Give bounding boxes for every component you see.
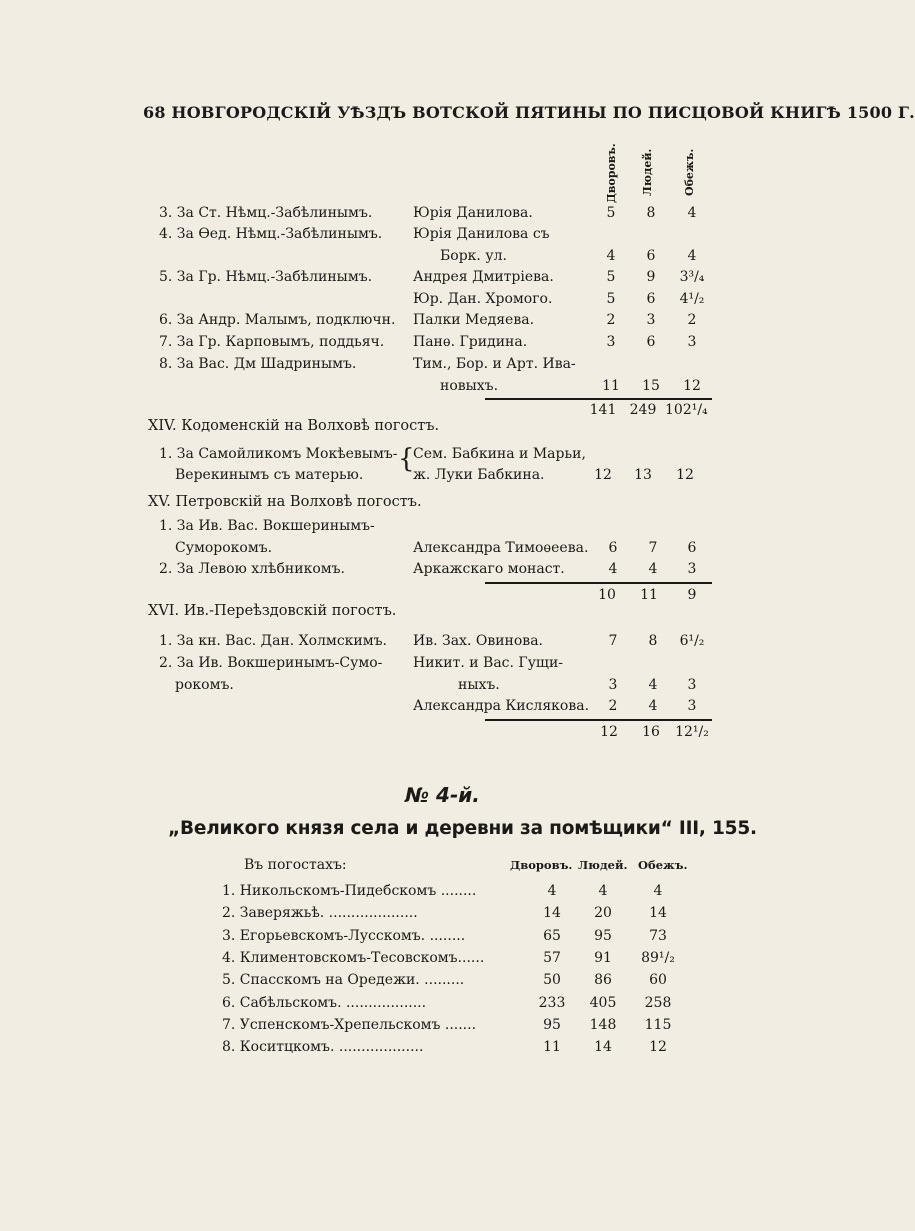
- pogost-dvorov: 11: [543, 1039, 561, 1056]
- col-header-lyudey: Людей.: [641, 148, 654, 196]
- s14-mid1: Сем. Бабкина и Марьи,: [413, 446, 586, 462]
- s16-r2m1: Никит. и Вас. Гущи-: [413, 655, 564, 671]
- row-left: 4. За Ѳед. Нѣмц.-Забѣлинымъ.: [159, 226, 383, 242]
- s16-r1-l: 8: [648, 633, 658, 649]
- row-obezh: 3: [687, 334, 697, 350]
- pogost-dvorov: 233: [538, 994, 566, 1011]
- pogost-lyudey: 405: [589, 994, 617, 1011]
- pogost-dvorov: 57: [543, 949, 561, 966]
- pogost-label: 6. Сабѣльскомъ. ..................: [222, 994, 427, 1011]
- pogost-obezh: 4: [653, 883, 663, 899]
- s14-mid2: ж. Луки Бабкина.: [413, 467, 545, 483]
- pogost-obezh: 89¹/₂: [641, 949, 675, 966]
- s15-r1-o: 6: [687, 540, 697, 556]
- row-owner: Палки Медяева.: [413, 312, 535, 328]
- s16-r3-o: 3: [687, 698, 697, 714]
- row-lyudey: 6: [646, 291, 656, 307]
- section-15-title: XV. Петровскій на Волховѣ погостъ.: [148, 494, 422, 510]
- pogost-label: 8. Коситцкомъ. ...................: [222, 1039, 424, 1056]
- s16-r2a: 2. За Ив. Вокшеринымъ-Сумо-: [159, 655, 383, 671]
- s14-left1: 1. За Самойликомъ Мокѣевымъ-: [159, 446, 398, 462]
- s16-r2-l: 4: [648, 677, 658, 693]
- col-header-obezh: Обежъ.: [683, 148, 696, 196]
- col-header-dvorov-2: Дворовъ.: [510, 858, 573, 872]
- row-left: 8. За Вас. Дм Шадринымъ.: [159, 356, 357, 372]
- row-owner: Тим., Бор. и Арт. Ива-: [413, 356, 576, 372]
- s15-r1m: Александра Тимоѳеева.: [413, 540, 589, 556]
- pogost-lyudey: 95: [594, 927, 612, 944]
- s15-r2-l: 4: [648, 561, 658, 577]
- row-obezh: 2: [687, 312, 697, 328]
- row-obezh: 4: [687, 205, 697, 221]
- row-lyudey: 9: [646, 269, 656, 285]
- pogost-dvorov: 50: [543, 972, 561, 989]
- s14-left2: Верекинымъ съ матерью.: [175, 467, 364, 483]
- pogost-dvorov: 95: [543, 1016, 561, 1033]
- row-owner: новыхъ.: [440, 378, 499, 394]
- row-lyudey: 6: [646, 248, 656, 264]
- total15-l: 11: [640, 587, 658, 603]
- col-header-obezh-2: Обежъ.: [638, 858, 688, 872]
- s14-l: 13: [634, 467, 652, 483]
- pogost-dvorov: 14: [543, 905, 561, 922]
- pogost-dvorov: 4: [547, 883, 557, 899]
- s16-r1-d: 7: [608, 633, 618, 649]
- row-dvorov: 11: [602, 378, 620, 394]
- pogost-dvorov: 65: [543, 927, 561, 944]
- total16-o: 12¹/₂: [675, 724, 709, 740]
- s15-r1b: Суморокомъ.: [175, 540, 273, 556]
- row-left: 3. За Ст. Нѣмц.-Забѣлинымъ.: [159, 205, 373, 221]
- pogost-label: 2. Заверяжьѣ. ....................: [222, 905, 418, 922]
- s14-d: 12: [594, 467, 612, 483]
- row-dvorov: 2: [606, 312, 616, 328]
- document-number: № 4-й.: [405, 783, 480, 807]
- s15-r1-l: 7: [648, 540, 658, 556]
- row-owner: Юрія Данилова.: [413, 205, 533, 221]
- pogost-lyudey: 86: [594, 972, 612, 989]
- s15-r2m: Аркажскаго монаст.: [413, 561, 565, 577]
- total16-d: 12: [600, 724, 618, 740]
- s15-r2-o: 3: [687, 561, 697, 577]
- total-obezh: 102¹/₄: [665, 402, 708, 418]
- s16-r3-d: 2: [608, 698, 618, 714]
- s16-r3m: Александра Кислякова.: [413, 698, 590, 714]
- col-header-dvorov: Дворовъ.: [605, 143, 618, 203]
- row-lyudey: 3: [646, 312, 656, 328]
- row-owner: Юрія Данилова съ: [413, 226, 550, 242]
- pogost-lyudey: 91: [594, 949, 612, 966]
- row-owner: Андрея Дмитріева.: [413, 269, 554, 285]
- pogost-label: 7. Успенскомъ-Хрепельскомъ .......: [222, 1016, 477, 1033]
- pogost-obezh: 12: [649, 1039, 667, 1056]
- row-dvorov: 5: [606, 291, 616, 307]
- row-dvorov: 5: [606, 269, 616, 285]
- s16-r1m: Ив. Зах. Овинова.: [413, 633, 543, 649]
- row-lyudey: 15: [642, 378, 660, 394]
- s16-r2-o: 3: [687, 677, 697, 693]
- row-dvorov: 4: [606, 248, 616, 264]
- subheading: Въ погостахъ:: [244, 857, 347, 873]
- row-dvorov: 3: [606, 334, 616, 350]
- s14-o: 12: [676, 467, 694, 483]
- row-obezh: 4: [687, 248, 697, 264]
- col-header-lyudey-2: Людей.: [578, 858, 628, 872]
- row-lyudey: 8: [646, 205, 656, 221]
- total-dvorov: 141: [589, 402, 617, 418]
- row-obezh: 3³/₄: [679, 269, 705, 285]
- pogost-obezh: 115: [644, 1016, 672, 1033]
- s16-r1-o: 6¹/₂: [679, 633, 705, 649]
- row-left: 6. За Андр. Малымъ, подключн.: [159, 312, 396, 328]
- total16-l: 16: [642, 724, 660, 740]
- s15-r1-d: 6: [608, 540, 618, 556]
- total-rule: [485, 582, 712, 584]
- pogost-obezh: 73: [649, 927, 667, 944]
- pogost-label: 3. Егорьевскомъ-Лусскомъ. ........: [222, 927, 466, 944]
- row-dvorov: 5: [606, 205, 616, 221]
- pogost-lyudey: 148: [589, 1016, 617, 1033]
- row-owner: Панѳ. Гридина.: [413, 334, 528, 350]
- pogost-obezh: 14: [649, 905, 667, 922]
- total-rule: [485, 398, 712, 400]
- pogost-lyudey: 4: [598, 883, 608, 899]
- pogost-lyudey: 14: [594, 1039, 612, 1056]
- s16-r1: 1. За кн. Вас. Дан. Холмскимъ.: [159, 633, 387, 649]
- page-header: 68 НОВГОРОДСКІЙ УѢЗДЪ ВОТСКОЙ ПЯТИНЫ ПО ПИСЦОВОЙ КНИГѢ 1500 Г.: [143, 103, 915, 122]
- section-title: „Великого князя села и деревни за помѣщики“ III, 155.: [168, 818, 757, 839]
- row-lyudey: 6: [646, 334, 656, 350]
- pogost-lyudey: 20: [594, 905, 612, 922]
- pogost-label: 5. Спасскомъ на Оредежи. .........: [222, 972, 465, 989]
- s16-r2-d: 3: [608, 677, 618, 693]
- row-left: 5. За Гр. Нѣмц.-Забѣлинымъ.: [159, 269, 373, 285]
- row-obezh: 12: [683, 378, 701, 394]
- pogost-obezh: 258: [644, 994, 672, 1011]
- s16-r3-l: 4: [648, 698, 658, 714]
- row-owner: Юр. Дан. Хромого.: [413, 291, 553, 307]
- pogost-label: 1. Никольскомъ-Пидебскомъ ........: [222, 883, 477, 899]
- s15-r2-d: 4: [608, 561, 618, 577]
- section-16-title: XVI. Ив.-Переѣздовскій погостъ.: [148, 603, 397, 619]
- row-owner: Борк. ул.: [440, 248, 507, 264]
- row-obezh: 4¹/₂: [679, 291, 705, 307]
- s15-r2: 2. За Левою хлѣбникомъ.: [159, 561, 345, 577]
- total-lyudey: 249: [629, 402, 657, 418]
- row-left: 7. За Гр. Карповымъ, поддьяч.: [159, 334, 385, 350]
- total-rule: [485, 719, 712, 721]
- section-14-title: XIV. Кодоменскій на Волховѣ погостъ.: [148, 418, 440, 434]
- s15-r1a: 1. За Ив. Вас. Вокшеринымъ-: [159, 518, 375, 534]
- s16-r2b: рокомъ.: [175, 677, 234, 693]
- brace: {: [398, 444, 415, 474]
- total15-o: 9: [687, 587, 697, 603]
- total15-d: 10: [598, 587, 616, 603]
- s16-r2m2: ныхъ.: [458, 677, 500, 693]
- pogost-label: 4. Климентовскомъ-Тесовскомъ......: [222, 949, 485, 966]
- pogost-obezh: 60: [649, 972, 667, 989]
